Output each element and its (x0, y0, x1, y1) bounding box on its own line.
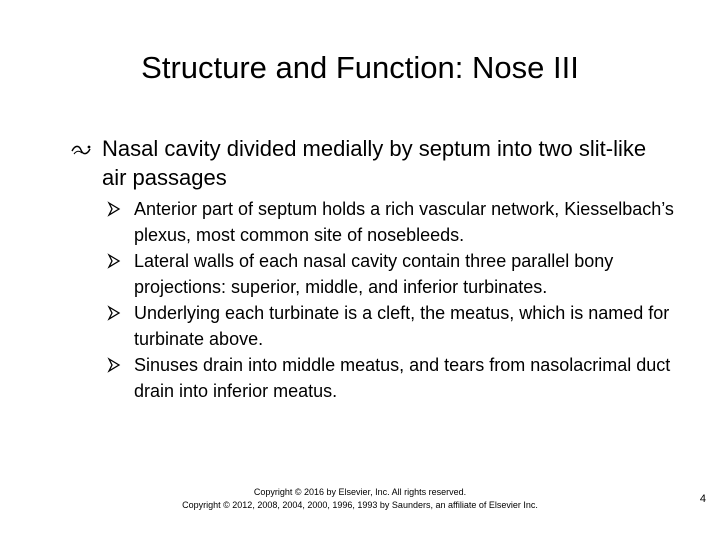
footer-copyright (140, 486, 580, 512)
list-item (106, 300, 696, 352)
list-item (106, 248, 696, 300)
sub-bullet-text: Underlying each turbinate is a cleft, the meatus, which is named for turbinate above. (134, 303, 670, 349)
slide-title: Structure and Function: Nose III (141, 50, 579, 85)
main-bullet-text: Nasal cavity divided medially by septum into two slit-like air passages (102, 136, 647, 190)
arrow-bullet-icon (106, 305, 122, 321)
arrow-bullet-icon (106, 201, 122, 217)
list-item (106, 352, 696, 404)
arrow-bullet-icon (106, 253, 122, 269)
sub-bullet-list (106, 196, 696, 404)
sub-bullet-text: Anterior part of septum holds a rich vascular network, Kiesselbach’s plexus, most common site of nosebleeds. (134, 199, 674, 245)
sub-bullet-text: Lateral walls of each nasal cavity contain three parallel bony projections: superior, middle, and inferior turbinates. (134, 251, 614, 297)
list-item (106, 196, 696, 248)
page-number: 4 (699, 493, 706, 505)
arrow-bullet-icon (106, 357, 122, 373)
flourish-bullet-icon (70, 142, 92, 158)
copyright-line-1: Copyright © 2016 by Elsevier, Inc. All rights reserved. (253, 487, 467, 497)
copyright-line-2: Copyright © 2012, 2008, 2004, 2000, 1996, 1993 by Saunders, an affiliate of Elsevier Inc. (182, 500, 538, 510)
sub-bullet-text: Sinuses drain into middle meatus, and tears from nasolacrimal duct drain into inferior meatus. (134, 355, 671, 401)
